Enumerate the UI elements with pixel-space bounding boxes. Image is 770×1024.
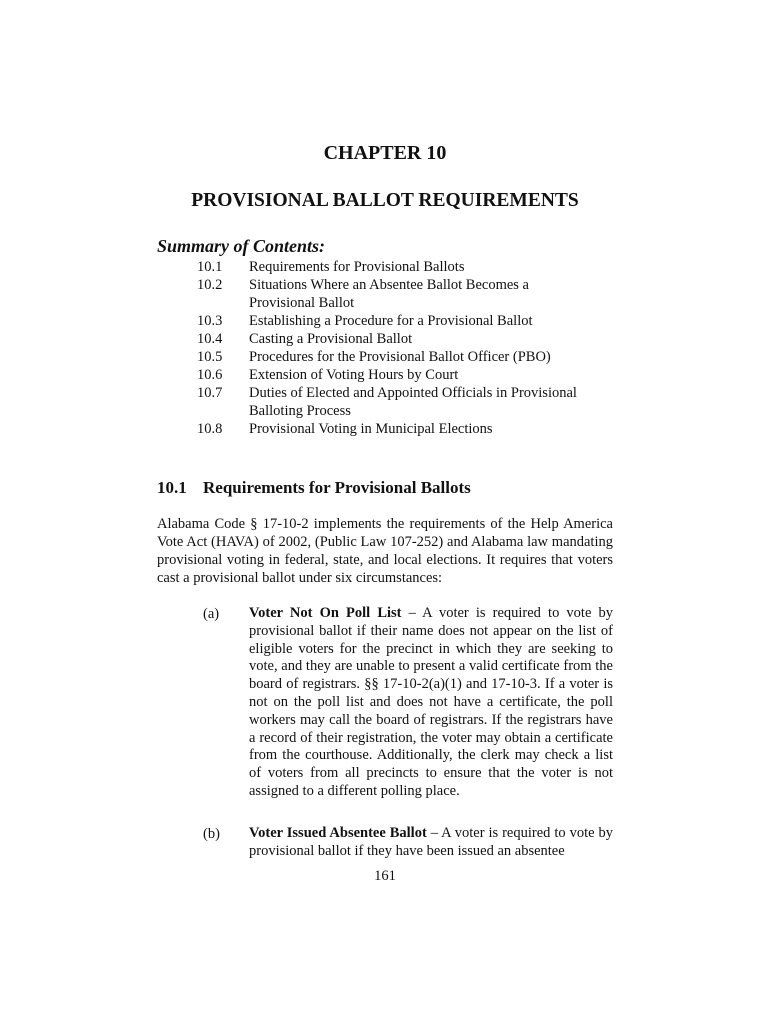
toc-item-text: Establishing a Procedure for a Provisional Ballot (249, 313, 533, 329)
toc-item-number: 10.7 (197, 385, 223, 401)
toc-item-number: 10.2 (197, 277, 223, 293)
list-item-label: (a) (203, 606, 220, 622)
list-item-body (249, 605, 613, 801)
section-heading (157, 478, 471, 498)
toc-item-number: 10.5 (197, 349, 223, 365)
section-number: 10.1 (157, 478, 187, 497)
chapter-number: CHAPTER 10 (323, 142, 447, 164)
list-item-title: Voter Issued Absentee Ballot (249, 825, 427, 841)
list-item-text: – A voter is required to vote by provisional ballot if they have been issued an absentee (249, 825, 613, 859)
section-title: Requirements for Provisional Ballots (203, 478, 471, 497)
toc-item-text: Requirements for Provisional Ballots (249, 259, 465, 275)
summary-heading: Summary of Contents: (157, 236, 326, 256)
toc-item-number: 10.1 (197, 259, 223, 275)
list-item-title: Voter Not On Poll List (249, 605, 402, 621)
toc-item-text: Casting a Provisional Ballot (249, 331, 413, 347)
toc-item-text: Duties of Elected and Appointed Officials in Provisional Balloting Process (249, 385, 577, 419)
toc-item-number: 10.8 (197, 421, 223, 437)
chapter-title: PROVISIONAL BALLOT REQUIREMENTS (191, 190, 579, 211)
toc-item-text: Procedures for the Provisional Ballot Officer (PBO) (249, 349, 551, 365)
toc-item-number: 10.3 (197, 313, 223, 329)
list-item-text: – A voter is required to vote by provisional ballot if their name does not appear on the list of eligible voters for the precinct in which they are seeking to vote, and they are unable to present a valid certificate from the board of registrars. §§ 17-10-2(a)(1) and 17-10-3. If a voter is not on the poll list and does not have a certificate, the poll workers may call the board of registrars. If the registrars have a record of their registration, the voter may obtain a certificate from the courthouse. Additionally, the clerk may check a list of voters from all precincts to ensure that the voter is not assigned to a different polling place. (249, 605, 614, 799)
list-item-body (249, 825, 613, 861)
list-item-label: (b) (203, 826, 220, 842)
toc-item-text: Extension of Voting Hours by Court (249, 367, 459, 383)
toc-item-text: Situations Where an Absentee Ballot Becomes a Provisional Ballot (249, 277, 529, 311)
toc-item-number: 10.6 (197, 367, 223, 383)
section-intro-paragraph: Alabama Code § 17-10-2 implements the requirements of the Help America Vote Act (HAVA) of 2002, (Public Law 107-252) and Alabama law mandating provisional voting in federal, state, and local elections. It requires that voters cast a provisional ballot under six circumstances: (157, 516, 613, 586)
toc-item-text: Provisional Voting in Municipal Elections (249, 421, 493, 437)
page-number: 161 (374, 868, 396, 884)
toc-item-number: 10.4 (197, 331, 223, 347)
